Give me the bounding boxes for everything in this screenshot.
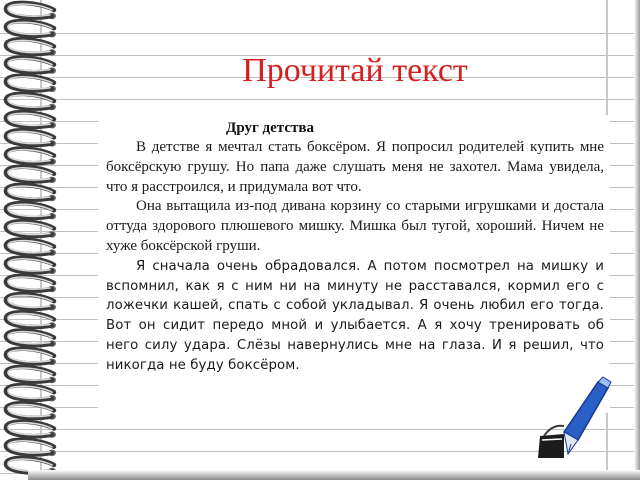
spiral-ring xyxy=(6,130,56,146)
spiral-ring xyxy=(6,240,56,256)
spiral-ring xyxy=(6,385,56,401)
spiral-ring xyxy=(6,312,56,328)
spiral-ring xyxy=(6,203,56,219)
spiral-ring xyxy=(6,76,56,92)
spiral-ring xyxy=(6,94,56,110)
spiral-ring xyxy=(6,367,56,383)
spiral-ring xyxy=(6,185,56,201)
spiral-binding-icon xyxy=(0,0,92,480)
story-heading: Друг детства xyxy=(226,120,314,136)
spiral-ring xyxy=(6,21,56,37)
spiral-ring xyxy=(6,167,56,183)
spiral-ring xyxy=(6,440,56,456)
slide-title: Прочитай текст xyxy=(242,52,468,89)
spiral-ring xyxy=(6,258,56,274)
spiral-ring xyxy=(6,276,56,292)
spiral-ring xyxy=(6,403,56,419)
page-edge-bottom xyxy=(28,470,640,480)
story-paragraph-1: В детстве я мечтал стать боксёром. Я попросил родителей купить мне боксёрскую грушу. Но папа даже слушать меня не захотел. Мама увидела, что я расстроился, и придумала вот что. xyxy=(106,139,604,195)
spiral-ring xyxy=(6,58,56,74)
page-edge-right xyxy=(634,0,640,480)
story-paragraph-2: Она вытащила из-под дивана корзину со старыми игрушками и достала оттуда здорового плюшевого мишку. Мишка был тугой, хороший. Ничем не хуже боксёрской груши. xyxy=(106,198,604,254)
story-paragraph-3: Я сначала очень обрадовался. А потом посмотрел на мишку и вспомнил, как я с ним ни на минуту не расставался, кормил его с ложечки кашей, спать с собой укладывал. Я очень любил его тогда. Вот он сидит передо мной и улыбается. А я хочу тренировать об него силу удара. Слёзы навернулись мне на глаза. И я решил, что никогда не буду боксёром. xyxy=(106,258,604,373)
spiral-ring xyxy=(6,3,56,19)
spiral-ring xyxy=(6,39,56,55)
spiral-ring xyxy=(6,422,56,438)
story-text-block xyxy=(98,115,610,413)
spiral-ring xyxy=(6,112,56,128)
spiral-ring xyxy=(6,331,56,347)
spiral-ring xyxy=(6,149,56,165)
spiral-ring xyxy=(6,349,56,365)
spiral-ring xyxy=(6,294,56,310)
spiral-ring xyxy=(6,221,56,237)
fountain-pen-icon xyxy=(534,374,614,462)
